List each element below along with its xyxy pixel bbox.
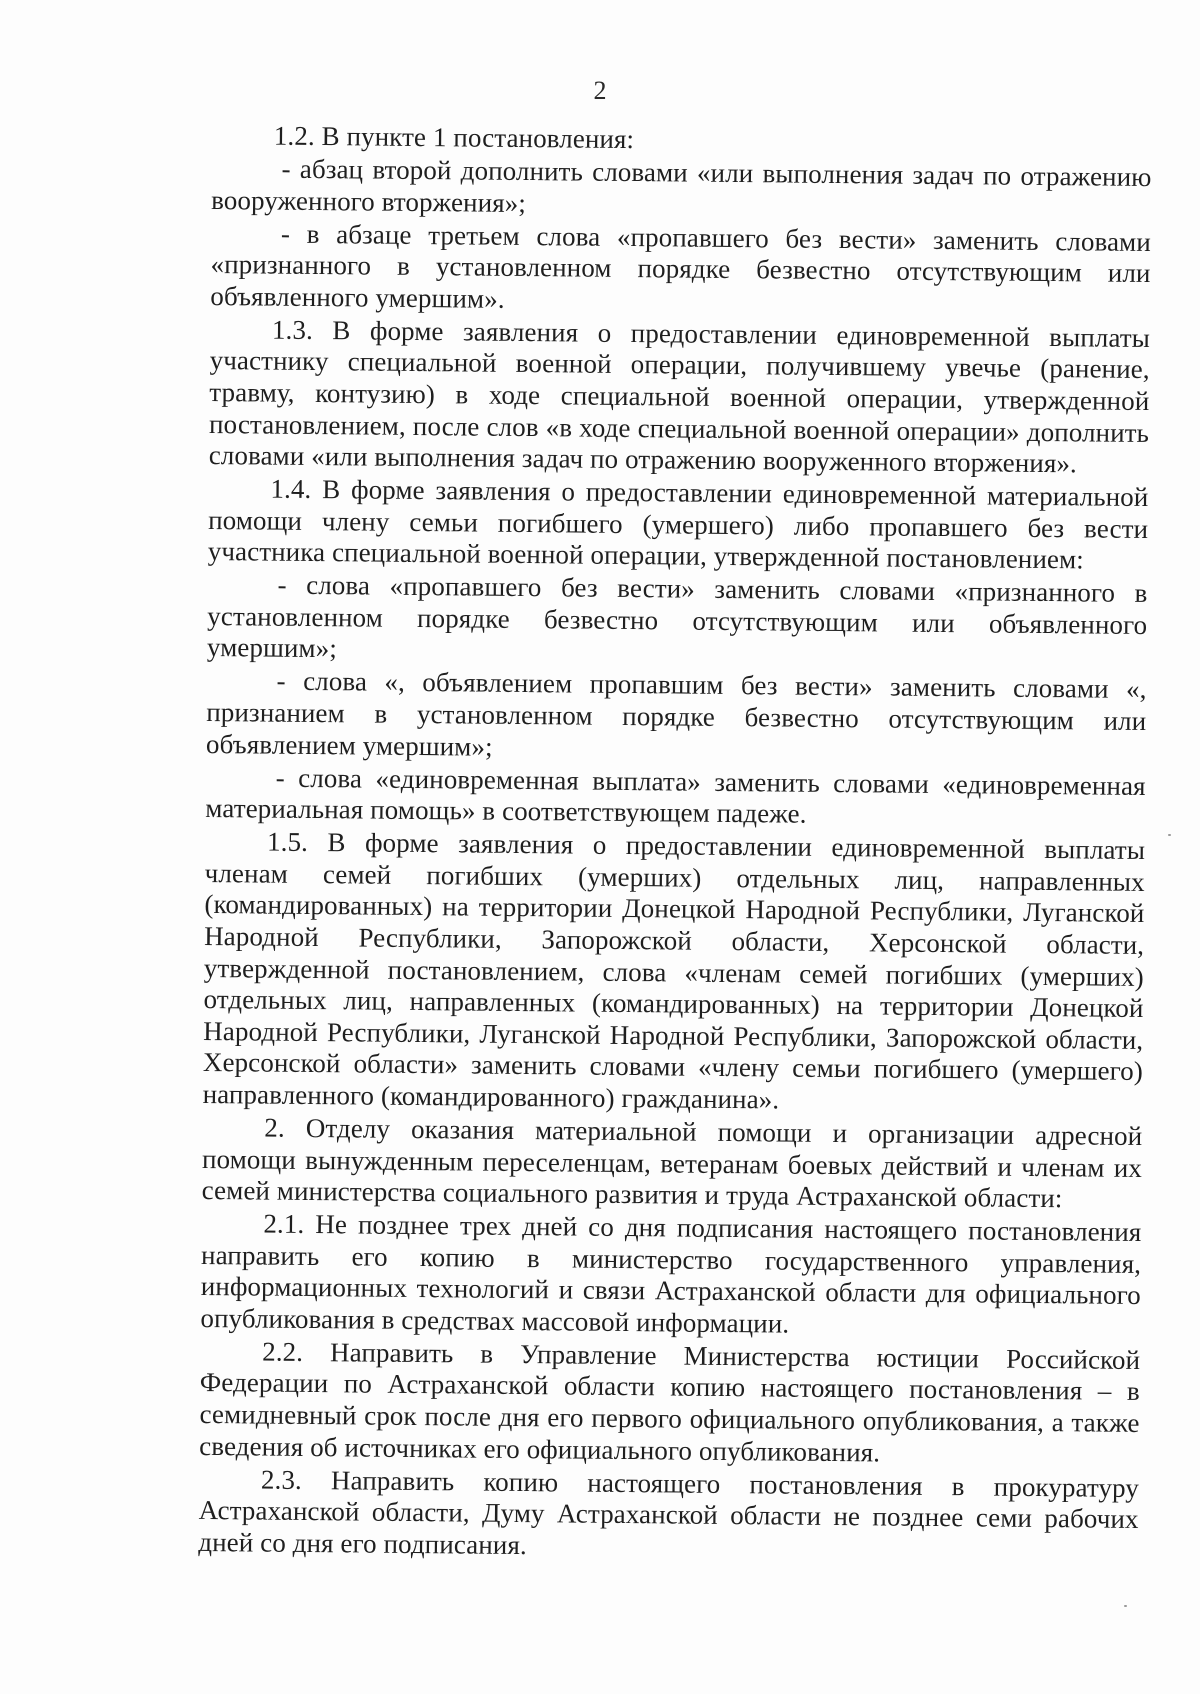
paragraph-1-2: 1.2. В пункте 1 постановления: [273, 120, 635, 155]
paragraph-1-4-indent-b: - слова «, объявлением пропавшим без вести» заменить словами «, признанием в установленном порядке безвестно отсутствующим или объявлением умершим»; [205, 666, 1147, 762]
paragraph-2: 2. Отделу оказания материальной помощи и организации адресной помощи вынужденным переселенцам, ветеранам боевых действий и членам их семей министерства социального развития и труда Астраханской области: [201, 1112, 1143, 1214]
document-body [198, 120, 1152, 1569]
page-number: 2 [593, 76, 607, 105]
scan-speck [1124, 1605, 1127, 1607]
paragraph-1-4-indent-c: - слова «единовременная выплата» заменить словами «единовременная материальная помощь» в соответствующем падеже. [205, 762, 1146, 829]
paragraph-1-2-indent-b: - в абзаце третьем слова «пропавшего без вести» заменить словами «признанного в установленном порядке безвестно отсутствующим или объявленного умершим». [210, 218, 1152, 314]
paragraph-2-1: 2.1. Не позднее трех дней со дня подписания настоящего постановления направить его копию в министерство государственного управления, информационных технологий и связи Астраханской области для официального опубликования в средствах массовой информации. [200, 1208, 1142, 1339]
paragraph-1-5: 1.5. В форме заявления о предоставлении единовременной выплаты членам семей погибших (умерших) отдельных лиц, направленных (командированных) на территории Донецкой Народной Республики, Луганской Народной Республики, Запорожской области, Херсонской области, утвержденной постановлением, слова «членам семей погибших (умерших) отдельных лиц, направленных (командированных) на территории Донецкой Народной Республики, Луганской Народной Республики, Запорожской области, Херсонской области» заменить словами «члену семьи погибшего (умершего) направленного (командированного) гражданина». [202, 826, 1146, 1115]
scan-speck [1168, 834, 1171, 836]
paragraph-2-3: 2.3. Направить копию настоящего постановления в прокуратуру Астраханской области, Думу Астраханской области не позднее семи рабочих дней со дня его подписания. [198, 1464, 1140, 1560]
paragraph-1-2-indent-a: - абзац второй дополнить словами «или выполнения задач по отражению вооруженного вторжения»; [211, 153, 1152, 218]
paragraph-1-4: 1.4. В форме заявления о предоставлении единовременной материальной помощи члену семьи погибшего (умершего) либо пропавшего без вести участника специальной военной операции, утвержденной постановлением: [207, 473, 1149, 575]
paragraph-1-3: 1.3. В форме заявления о предоставлении единовременной выплаты участнику специальной военной операции, получившему увечье (ранение, травму, контузию) в ходе специальной военной операции, утвержденной постановлением, после слов «в ходе специальной военной операции» дополнить словами «или выполнения задач по отражению вооруженного вторжения». [208, 314, 1151, 479]
paragraph-2-2: 2.2. Направить в Управление Министерства юстиции Российской Федерации по Астраханской области копию настоящего постановления – в семидневный срок после дня его первого официального опубликования, а также сведения об источниках его официального опубликования. [199, 1336, 1141, 1468]
paragraph-1-4-indent-a: - слова «пропавшего без вести» заменить словами «признанного в установленном порядке безвестно отсутствующим или объявленного умершим»; [206, 569, 1148, 664]
